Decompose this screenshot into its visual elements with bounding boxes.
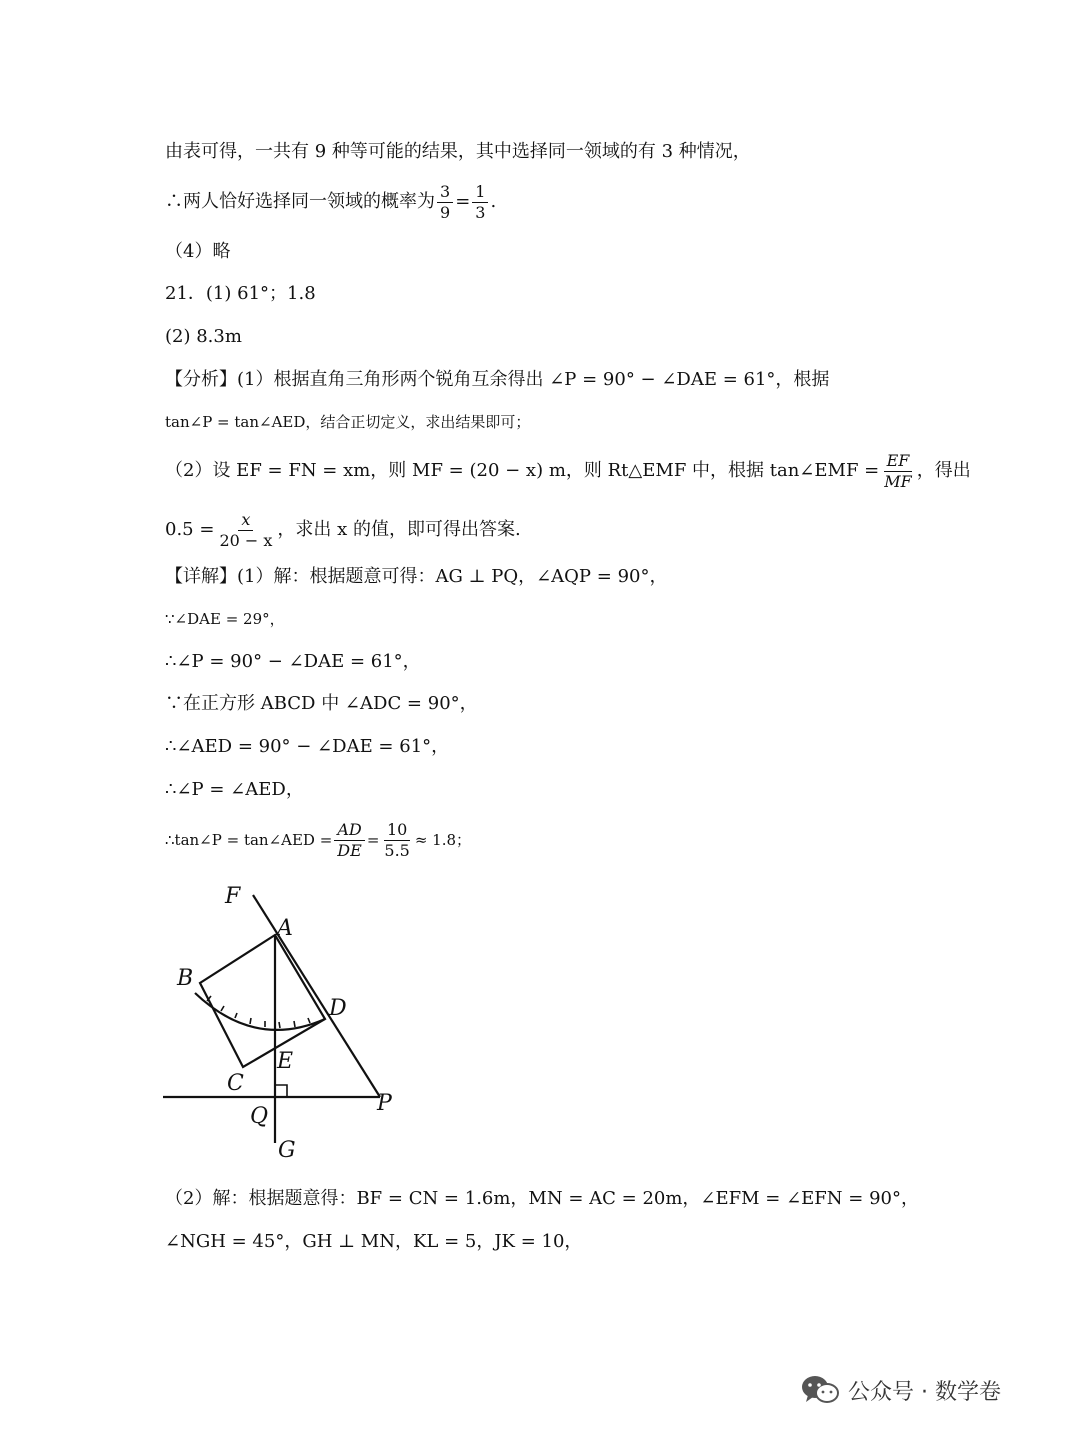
arc-ticks <box>207 996 310 1028</box>
line-fp <box>253 895 380 1097</box>
square-abcd <box>200 935 325 1067</box>
fraction-ad-de: $\frac{AD}{DE}$ <box>334 822 365 859</box>
text-line-9: 0.5 = $\frac{x}{20 - x}$ ，求出 x 的值，即可得出答案. <box>165 509 521 550</box>
footer-watermark <box>800 1368 1060 1412</box>
label-f: F <box>225 884 241 909</box>
text-line-12: ∴∠P = 90° − ∠DAE = 61°， <box>165 651 421 672</box>
label-d: D <box>329 996 347 1021</box>
text-line-15: ∴∠P = ∠AED， <box>165 779 304 800</box>
text-line-17: （2）解：根据题意得：BF = CN = 1.6m，MN = AC = 20m，∠EFM = ∠EFN = 90°， <box>165 1188 919 1209</box>
geometry-figure <box>155 875 425 1165</box>
text-line-16: ∴tan∠P = tan∠AED = $\frac{AD}{DE}$ = $\frac{10}{5.5}$ ≈ 1.8； <box>165 819 472 860</box>
label-b: B <box>177 966 194 991</box>
label-e: E <box>277 1049 294 1074</box>
text-line-13: ∵在正方形 ABCD 中 ∠ADC = 90°， <box>165 693 478 714</box>
text-line-7: tan∠P = tan∠AED，结合正切定义，求出结果即可； <box>165 413 531 431</box>
text-line-3: （4）略 <box>165 241 231 262</box>
text-line-4: 21．(1) 61°；1.8 <box>165 283 316 304</box>
label-p: P <box>377 1091 392 1116</box>
label-g: G <box>278 1138 296 1163</box>
wechat-icon <box>800 1374 840 1406</box>
fraction-1-3: $\frac{1}{3}$ <box>472 184 488 221</box>
text-line-8: （2）设 EF = FN = xm，则 MF = (20 − x) m，则 Rt△EMF 中，根据 tan∠EMF = $\frac{EF}{MF}$ ，得出 <box>165 450 971 491</box>
fraction-ef-mf: $\frac{EF}{MF}$ <box>884 450 912 491</box>
text-line-1: 由表可得，一共有 9 种等可能的结果，其中选择同一领域的有 3 种情况， <box>165 141 751 162</box>
text-line-10: 【详解】(1）解：根据题意可得：AG ⊥ PQ，∠AQP = 90°， <box>165 566 668 587</box>
text-line-5: (2) 8.3m <box>165 326 242 347</box>
text-line-6: 【分析】(1）根据直角三角形两个锐角互余得出 ∠P = 90° − ∠DAE = 61°，根据 <box>165 369 830 390</box>
label-a: A <box>277 916 293 941</box>
footer-text: 公众号 · 数学卷 <box>848 1379 1001 1405</box>
fraction-x-20-x: $\frac{x}{20 - x}$ <box>219 509 273 550</box>
label-q: Q <box>250 1104 269 1129</box>
text-line-18: ∠NGH = 45°，GH ⊥ MN，KL = 5，JK = 10， <box>165 1231 583 1252</box>
text-line-2: ∴两人恰好选择同一领域的概率为 $\frac{3}{9}$ = $\frac{1}{3}$ . <box>165 181 497 222</box>
label-c: C <box>227 1071 244 1096</box>
text-line-14: ∴∠AED = 90° − ∠DAE = 61°， <box>165 736 450 757</box>
fraction-3-9: $\frac{3}{9}$ <box>437 184 453 221</box>
fraction-10-5-5: $\frac{10}{5.5}$ <box>384 819 410 860</box>
right-angle-mark <box>275 1085 287 1097</box>
text-line-11: ∵∠DAE = 29°， <box>165 610 285 628</box>
